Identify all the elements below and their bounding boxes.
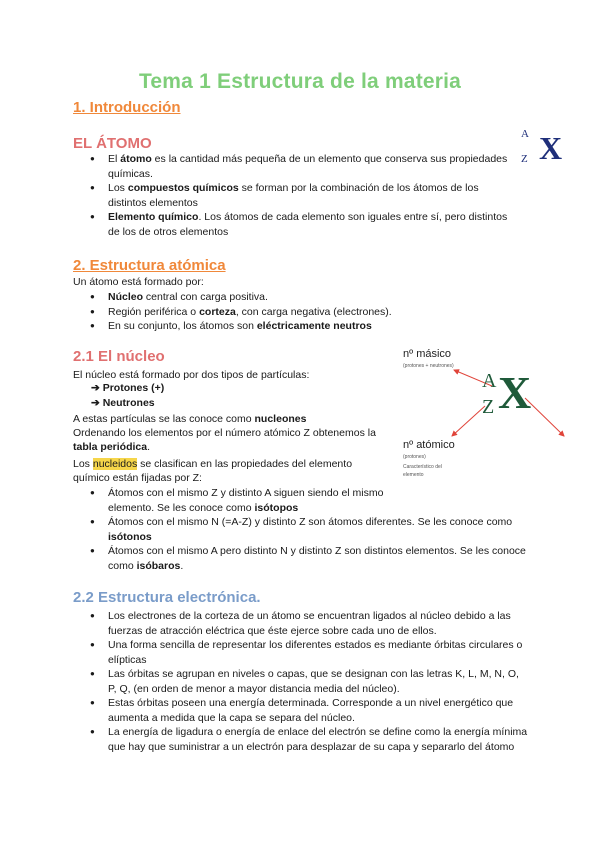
heading-el-atomo: EL ÁTOMO — [73, 135, 152, 152]
nucleo-line-2: Ordenando los elementos por el número atómico Z obtenemos la — [73, 427, 376, 439]
list-item: ● Los electrones de la corteza de un átomo se encuentran ligados al núcleo debido a las fuerzas de atracción eléctrica que éste ejerce sobre cada uno de ellos. — [89, 609, 529, 638]
diagram-atomic-number-label: nº atómico — [403, 439, 455, 451]
arrow-item-neutrones: ➔ Neutrones — [91, 397, 155, 409]
list-item: ● Átomos con el mismo Z y distinto A siguen siendo el mismo elemento. Se les conoce como isótopos — [89, 486, 398, 515]
symbol-element-x: X — [539, 130, 563, 166]
nucleo-line-4: Los nucleidos se clasifican en las propiedades del elemento — [73, 458, 353, 470]
diagram-mass-number-sub: (protones + neutrones) — [403, 363, 454, 369]
list-item: ● La energía de ligadura o energía de enlace del electrón se define como la energía mínima que hay que suministrar a un electrón para desplazar de su capa y separarlo del átomo — [89, 725, 529, 754]
highlighted-word: nucleidos — [92, 458, 138, 470]
diagram-a: A — [482, 370, 497, 392]
diagram-atomic-sub1: (protones) — [403, 454, 426, 460]
diagram-atomic-sub3: elemento — [403, 472, 424, 478]
diagram-atomic-sub2: Característico del — [403, 464, 442, 470]
page-title: Tema 1 Estructura de la materia — [138, 70, 462, 93]
list-item: ● Átomos con el mismo A pero distinto N y distinto Z son distintos elementos. Se les conoce como isóbaros. — [89, 544, 529, 573]
diagram-mass-number-label: nº másico — [403, 348, 452, 360]
symbol-atomic-number: Z — [521, 153, 528, 165]
heading-el-nucleo: 2.1 El núcleo — [73, 348, 165, 365]
diagram-x: X — [498, 367, 532, 418]
list-item: ● En su conjunto, los átomos son eléctricamente neutros — [89, 319, 519, 334]
nucleo-list — [89, 486, 529, 573]
heading-introduccion: 1. Introducción — [73, 99, 181, 116]
nucleo-line-3: tabla periódica. — [73, 441, 151, 453]
atomo-list — [89, 152, 519, 239]
heading-estructura-electronica: 2.2 Estructura electrónica. — [73, 589, 261, 606]
list-item: ● Átomos con el mismo N (=A-Z) y distinto Z son átomos diferentes. Se les conoce como isótonos — [89, 515, 529, 544]
heading-estructura-atomica: 2. Estructura atómica — [73, 257, 226, 274]
list-item: ● Las órbitas se agrupan en niveles o capas, que se designan con las letras K, L, M, N, O, P, Q, (en orden de menor a mayor distancia media del núcleo). — [89, 667, 529, 696]
list-item: ● Estas órbitas poseen una energía determinada. Corresponde a un nivel energético que aumenta a medida que la capa se separa del núcleo. — [89, 696, 529, 725]
nucleo-line-5: químico están fijadas por Z: — [73, 472, 202, 484]
list-item: ● Núcleo central con carga positiva. — [89, 290, 519, 305]
list-item: ● El átomo es la cantidad más pequeña de un elemento que conserva sus propiedades químicas. — [89, 152, 519, 181]
arrow-item-protones: ➔ Protones (+) — [91, 382, 165, 394]
list-item: ● Región periférica o corteza, con carga negativa (electrones). — [89, 305, 519, 320]
electronica-list — [89, 609, 529, 754]
arrow-right-icon: ➔ — [91, 382, 103, 394]
symbol-mass-number: A — [521, 128, 529, 140]
nuclide-diagram — [400, 346, 590, 486]
list-item: ● Los compuestos químicos se forman por la combinación de los átomos de los distintos elementos — [89, 181, 519, 210]
nucleo-intro: El núcleo está formado por dos tipos de partículas: — [73, 369, 310, 381]
estructura-list — [89, 290, 519, 334]
list-item: ● Elemento químico. Los átomos de cada elemento son iguales entre sí, pero distintos de los de otros elementos — [89, 210, 519, 239]
list-item: ● Una forma sencilla de representar los diferentes estados es mediante órbitas circulares o elípticas — [89, 638, 529, 667]
diagram-z: Z — [482, 396, 495, 418]
arrow-right-icon: ➔ — [91, 397, 103, 409]
estructura-intro: Un átomo está formado por: — [73, 276, 204, 288]
nucleo-line-1: A estas partículas se las conoce como nucleones — [73, 413, 307, 425]
